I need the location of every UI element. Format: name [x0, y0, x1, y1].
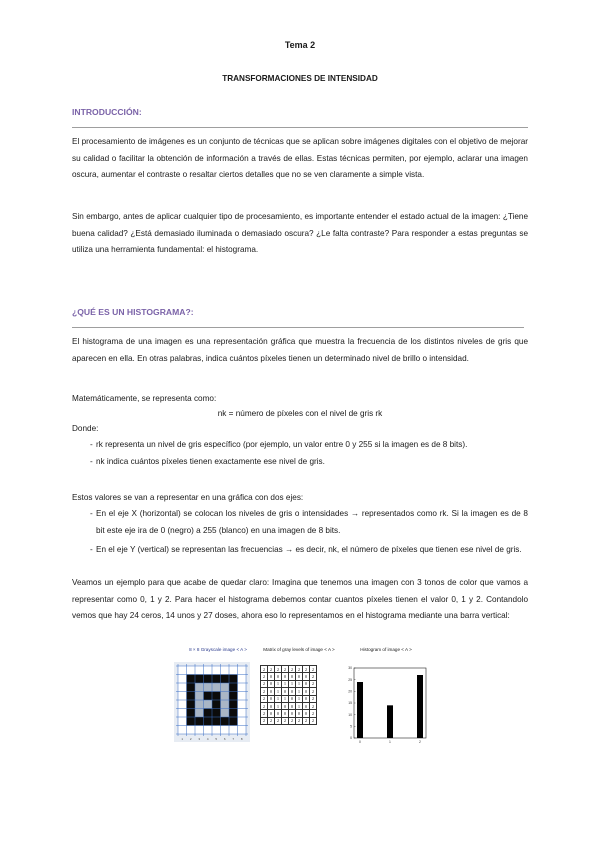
- matrix-cell: 2: [303, 717, 310, 724]
- pixel-cell: [238, 726, 247, 735]
- pixel-cell: [195, 709, 204, 718]
- section-divider: [72, 327, 524, 328]
- pixel-cell: [204, 726, 213, 735]
- matrix-cell: 2: [310, 710, 317, 717]
- matrix-cell: 1: [296, 688, 303, 695]
- image-x-tick: 8: [240, 737, 243, 741]
- pixel-cell: [212, 666, 221, 675]
- matrix-cell: 0: [275, 673, 282, 680]
- list-item: - En el eje Y (vertical) se representan las frecuencias → es decir, nk, el número de píxeles que tienen ese nivel de gris.: [90, 545, 522, 554]
- pixel-cell: [195, 692, 204, 701]
- matrix-cell: 2: [268, 717, 275, 724]
- list-item: - nk indica cuántos píxeles tienen exactamente ese nivel de gris.: [90, 456, 325, 466]
- matrix-cell: 2: [310, 695, 317, 702]
- matrix-row: [261, 702, 317, 709]
- x-tick-label: 1: [389, 740, 391, 744]
- pixel-cell: [221, 692, 230, 701]
- matrix-cell: 2: [261, 717, 268, 724]
- histogram-caption: Histogram of image < A >: [360, 647, 412, 652]
- pixel-cell: [221, 717, 230, 726]
- intro-paragraph-1: El procesamiento de imágenes es un conjunto de técnicas que se aplican sobre imágenes digitales con el objetivo de mejorar su calidad o facilitar la obtención de información a través de ellas. Estas técnicas permiten, por ejemplo, aclarar una imagen oscura, aumentar el contraste o resaltar ciertos detalles que no se ven claramente a simple vista.: [72, 137, 528, 179]
- pixel-cell: [238, 709, 247, 718]
- image-x-tick: 7: [232, 737, 235, 741]
- matrix-cell: 2: [261, 680, 268, 687]
- matrix-cell: 2: [261, 710, 268, 717]
- matrix-row: [261, 680, 317, 687]
- matrix-cell: 0: [303, 695, 310, 702]
- pixel-cell: [221, 700, 230, 709]
- pixel-cell: [221, 675, 230, 684]
- matrix-cell: 0: [303, 688, 310, 695]
- math-intro-text: Matemáticamente, se representa como:: [72, 394, 217, 403]
- matrix-cell: 0: [282, 673, 289, 680]
- pixel-cell: [204, 717, 213, 726]
- pixel-cell: [178, 726, 187, 735]
- matrix-cell: 1: [296, 702, 303, 709]
- pixel-cell: [204, 700, 213, 709]
- pixel-cell: [187, 675, 196, 684]
- x-tick-label: 0: [359, 740, 361, 744]
- intro-paragraph-2: Sin embargo, antes de aplicar cualquier tipo de procesamiento, es importante entender el estado actual de la imagen: ¿Tiene buena calidad? ¿Está demasiado iluminada o demasiado oscura? ¿Le falta contraste? Para responder a estas preguntas se utiliza una herramienta fundamental: el histograma.: [72, 212, 528, 254]
- matrix-row: [261, 710, 317, 717]
- pixel-cell: [229, 666, 238, 675]
- pixel-cell: [212, 683, 221, 692]
- matrix-cell: 0: [296, 710, 303, 717]
- pixel-cell: [178, 709, 187, 718]
- pixel-cell: [204, 666, 213, 675]
- donde-label: Donde:: [72, 424, 99, 433]
- matrix-row: [261, 717, 317, 724]
- matrix-row: [261, 688, 317, 695]
- pixel-cell: [187, 717, 196, 726]
- matrix-cell: 2: [289, 666, 296, 673]
- pixel-cell: [212, 726, 221, 735]
- section-heading-histograma: ¿QUÉ ES UN HISTOGRAMA?:: [72, 307, 194, 317]
- matrix-row: [261, 666, 317, 673]
- matrix-cell: 2: [310, 666, 317, 673]
- pixel-cell: [212, 692, 221, 701]
- matrix-cell: 2: [268, 666, 275, 673]
- gray-level-matrix: [260, 665, 317, 725]
- histogram-bar: [417, 675, 423, 738]
- image-x-tick: 3: [198, 737, 201, 741]
- matrix-cell: 1: [289, 680, 296, 687]
- matrix-cell: 0: [289, 688, 296, 695]
- grayscale-image: [174, 662, 250, 742]
- list-item: - En el eje X (horizontal) se colocan los niveles de gris o intensidades → representados como rk. Si la imagen es de 8 bit este eje ira de 0 (negro) a 255 (blanco) en una imagen de 8 bits.: [90, 509, 528, 535]
- matrix-cell: 1: [275, 688, 282, 695]
- pixel-cell: [195, 666, 204, 675]
- matrix-cell: 0: [303, 673, 310, 680]
- image-caption: 8 × 8 Grayscale image < A >: [189, 647, 247, 652]
- matrix-cell: 0: [289, 702, 296, 709]
- pixel-cell: [229, 692, 238, 701]
- section-heading-introduccion: INTRODUCCIÓN:: [72, 107, 142, 117]
- y-tick-label: 10: [348, 712, 352, 717]
- matrix-cell: 2: [261, 702, 268, 709]
- matrix-cell: 2: [303, 666, 310, 673]
- pixel-cell: [178, 700, 187, 709]
- pixel-cell: [187, 692, 196, 701]
- matrix-cell: 1: [296, 680, 303, 687]
- matrix-cell: 0: [289, 673, 296, 680]
- pixel-cell: [204, 709, 213, 718]
- matrix-cell: 2: [310, 702, 317, 709]
- matrix-cell: 2: [261, 673, 268, 680]
- pixel-cell: [187, 700, 196, 709]
- tema-label: Tema 2: [284, 40, 316, 50]
- pixel-cell: [195, 717, 204, 726]
- matrix-cell: 2: [310, 673, 317, 680]
- document-title: TRANSFORMACIONES DE INTENSIDAD: [222, 74, 378, 83]
- matrix-cell: 2: [310, 680, 317, 687]
- image-x-tick: 2: [189, 737, 192, 741]
- list-item: - rk representa un nivel de gris específico (por ejemplo, un valor entre 0 y 255 si la imagen es de 8 bits).: [90, 440, 468, 449]
- axes-intro-text: Estos valores se van a representar en una gráfica con dos ejes:: [72, 493, 304, 502]
- pixel-cell: [229, 700, 238, 709]
- matrix-cell: 2: [261, 666, 268, 673]
- pixel-cell: [221, 666, 230, 675]
- matrix-cell: 0: [268, 702, 275, 709]
- histogram-bar: [387, 705, 393, 738]
- matrix-cell: 2: [310, 717, 317, 724]
- pixel-cell: [229, 709, 238, 718]
- y-tick-label: 15: [348, 701, 352, 706]
- image-x-tick: 1: [181, 737, 184, 741]
- pixel-cell: [212, 717, 221, 726]
- pixel-cell: [229, 683, 238, 692]
- pixel-cell: [178, 666, 187, 675]
- matrix-cell: 0: [289, 710, 296, 717]
- formula-text: nk = número de píxeles con el nivel de gris rk: [217, 409, 383, 418]
- pixel-cell: [212, 700, 221, 709]
- matrix-cell: 0: [275, 710, 282, 717]
- pixel-cell: [221, 709, 230, 718]
- matrix-cell: 1: [282, 695, 289, 702]
- pixel-cell: [229, 726, 238, 735]
- matrix-cell: 0: [282, 702, 289, 709]
- image-x-tick: 5: [215, 737, 218, 741]
- pixel-cell: [221, 683, 230, 692]
- matrix-cell: 1: [275, 695, 282, 702]
- matrix-cell: 2: [275, 717, 282, 724]
- matrix-cell: 2: [282, 717, 289, 724]
- image-x-tick: 4: [206, 737, 209, 741]
- y-tick-label: 20: [348, 689, 352, 694]
- matrix-cell: 2: [261, 688, 268, 695]
- pixel-cell: [195, 683, 204, 692]
- pixel-cell: [229, 717, 238, 726]
- pixel-cell: [238, 692, 247, 701]
- matrix-cell: 2: [261, 695, 268, 702]
- pixel-cell: [229, 675, 238, 684]
- matrix-cell: 0: [303, 680, 310, 687]
- matrix-cell: 1: [282, 680, 289, 687]
- y-tick-label: 30: [348, 666, 352, 671]
- matrix-cell: 0: [268, 673, 275, 680]
- definitions-list: [72, 437, 528, 470]
- pixel-cell: [238, 700, 247, 709]
- matrix-cell: 0: [268, 710, 275, 717]
- section-divider: [72, 127, 528, 128]
- matrix-row: [261, 695, 317, 702]
- matrix-cell: 2: [282, 666, 289, 673]
- histogram-definition-paragraph: El histograma de una imagen es una representación gráfica que muestra la frecuencia de los distintos niveles de gris que aparecen en ella. En otras palabras, indica cuántos píxeles tienen un determinado nivel de brillo o intensidad.: [72, 337, 528, 363]
- pixel-cell: [187, 726, 196, 735]
- x-tick-label: 2: [419, 740, 421, 744]
- pixel-cell: [187, 666, 196, 675]
- pixel-cell: [195, 700, 204, 709]
- matrix-cell: 0: [303, 710, 310, 717]
- pixel-cell: [238, 683, 247, 692]
- matrix-cell: 0: [282, 710, 289, 717]
- y-tick-label: 5: [350, 724, 352, 729]
- pixel-cell: [178, 692, 187, 701]
- pixel-cell: [195, 675, 204, 684]
- matrix-cell: 0: [303, 702, 310, 709]
- matrix-cell: 1: [296, 695, 303, 702]
- pixel-cell: [221, 726, 230, 735]
- y-tick-label: 25: [348, 677, 352, 682]
- matrix-cell: 1: [275, 702, 282, 709]
- pixel-cell: [238, 675, 247, 684]
- histogram-example-figure: [170, 644, 432, 746]
- pixel-cell: [204, 675, 213, 684]
- y-tick-label: 0: [350, 736, 352, 741]
- pixel-cell: [187, 683, 196, 692]
- matrix-cell: 2: [310, 688, 317, 695]
- matrix-cell: 0: [289, 695, 296, 702]
- pixel-cell: [204, 683, 213, 692]
- matrix-row: [261, 673, 317, 680]
- matrix-cell: 0: [268, 688, 275, 695]
- pixel-cell: [195, 726, 204, 735]
- axes-list: [72, 506, 528, 559]
- matrix-cell: 1: [275, 680, 282, 687]
- histogram-chart: [342, 662, 432, 746]
- pixel-cell: [238, 717, 247, 726]
- matrix-cell: 2: [275, 666, 282, 673]
- pixel-cell: [212, 709, 221, 718]
- matrix-cell: 0: [282, 688, 289, 695]
- matrix-cell: 0: [268, 695, 275, 702]
- matrix-cell: 2: [289, 717, 296, 724]
- pixel-cell: [178, 717, 187, 726]
- pixel-cell: [238, 666, 247, 675]
- pixel-cell: [204, 692, 213, 701]
- pixel-cell: [212, 675, 221, 684]
- image-x-tick: 6: [223, 737, 226, 741]
- histogram-bar: [357, 682, 363, 738]
- matrix-cell: 2: [296, 717, 303, 724]
- matrix-cell: 0: [268, 680, 275, 687]
- matrix-caption: Matrix of gray levels of image < A >: [263, 647, 335, 652]
- pixel-cell: [178, 675, 187, 684]
- pixel-cell: [178, 683, 187, 692]
- example-paragraph: Veamos un ejemplo para que acabe de quedar claro: Imagina que tenemos una imagen con 3 tonos de color que vamos a representar como 0, 1 y 2. Para hacer el histograma debemos contar cuantos píxeles tienen el valor 0, 1 y 2. Contandolo vemos que hay 24 ceros, 14 unos y 27 doses, ahora eso lo representamos en el histograma mediante una barra vertical:: [72, 578, 528, 620]
- matrix-cell: 2: [296, 666, 303, 673]
- matrix-cell: 0: [296, 673, 303, 680]
- pixel-cell: [187, 709, 196, 718]
